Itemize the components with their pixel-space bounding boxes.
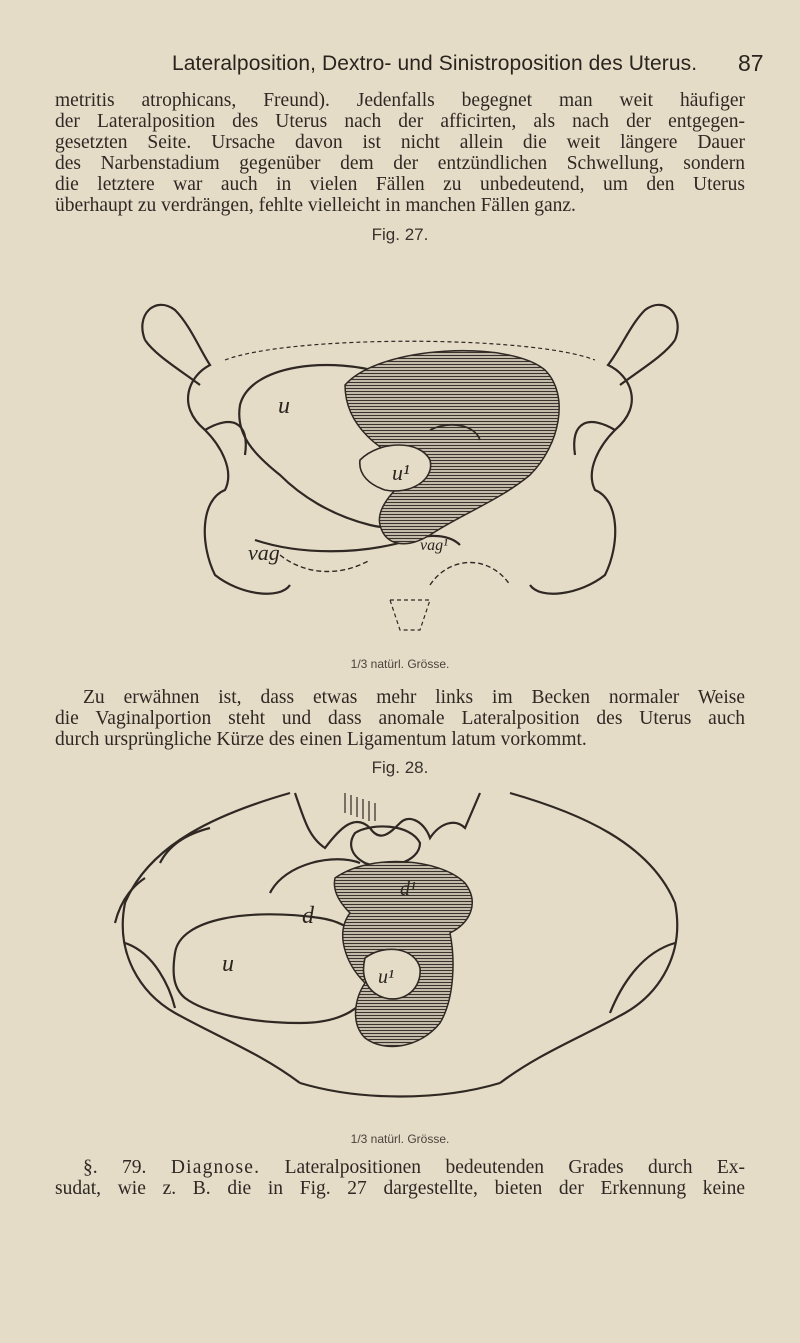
- sacral-promontory: [351, 826, 420, 866]
- paragraph-3: [55, 1157, 745, 1199]
- figure-27-label-u: u: [278, 393, 290, 419]
- left-pelvic-notch: [205, 422, 246, 455]
- paragraph-3-line-2: sudat, wie z. B. die in Fig. 27 dargestellte, bieten der Erkennung keine: [55, 1178, 745, 1199]
- paragraph-1-line: gesetzten Seite. Ursache davon ist nicht allein die weit längere Dauer: [55, 132, 745, 153]
- section-heading: Diagnose.: [170, 1157, 261, 1178]
- paragraph-3-text: Lateralpositionen bedeutenden Grades durch Ex-: [284, 1157, 746, 1178]
- page-number: 87: [738, 50, 764, 76]
- figure-28-label-u: u: [222, 951, 234, 977]
- figure-28-scale: 1/3 natürl. Grösse.: [350, 1132, 450, 1146]
- left-pelvic-wall: [125, 943, 175, 1008]
- figure-28-label-d1: d¹: [400, 878, 416, 900]
- figure-27: [130, 255, 690, 645]
- figure-28-label-d: d: [302, 903, 314, 929]
- dotted-shading: [345, 793, 375, 821]
- paragraph-1: [55, 90, 745, 216]
- left-ilium-outer: [123, 793, 300, 1083]
- sacrum-top: [295, 793, 480, 848]
- paragraph-2: [55, 687, 745, 750]
- right-pelvic-inner: [620, 340, 675, 385]
- running-header: [0, 52, 800, 82]
- figure-28: [110, 783, 690, 1103]
- pelvic-floor: [300, 1083, 500, 1097]
- right-ilium-outer: [500, 793, 677, 1083]
- sacrum-dashed: [430, 563, 510, 586]
- left-ilium-rim: [115, 878, 145, 923]
- paragraph-2-line: durch ursprüngliche Kürze des einen Ligamentum latum vorkommt.: [55, 729, 587, 750]
- figure-27-scale: 1/3 natürl. Grösse.: [350, 657, 450, 671]
- paragraph-1-line: metritis atrophicans, Freund). Jedenfalls begegnet man weit häufiger: [55, 90, 745, 111]
- figure-28-caption: Fig. 28.: [371, 758, 429, 777]
- paragraph-2-line: die Vaginalportion steht und dass anomale Lateralposition des Uterus auch: [55, 708, 745, 729]
- vagina-dashed: [280, 555, 370, 571]
- right-pelvic-wall: [610, 943, 675, 1013]
- right-pelvic-notch: [574, 422, 615, 455]
- right-pelvic-outline: [530, 305, 678, 594]
- paragraph-1-line: überhaupt zu verdrängen, fehlte vielleicht in manchen Fällen ganz.: [55, 195, 576, 216]
- left-ilium-crest: [160, 828, 210, 863]
- figure-27-label-u1: u¹: [392, 460, 410, 485]
- uterus-hatched: [345, 351, 559, 544]
- figure-27-label-vag: vag: [248, 540, 280, 565]
- paragraph-1-line: des Narbenstadium gegenüber dem der entzündlichen Schwellung, sondern: [55, 153, 745, 174]
- paragraph-1-line: die letztere war auch in vielen Fällen zu unbedeutend, um den Uterus: [55, 174, 745, 195]
- figure-27-caption: Fig. 27.: [371, 225, 429, 244]
- coccyx-dashed: [390, 600, 430, 630]
- figure-27-illustration: [130, 255, 690, 645]
- paragraph-3-line-1: [55, 1157, 745, 1178]
- paragraph-2-line: Zu erwähnen ist, dass etwas mehr links im Becken normaler Weise: [83, 687, 745, 708]
- figure-28-label-u1: u¹: [378, 966, 394, 988]
- figure-28-illustration: [110, 783, 690, 1103]
- paragraph-1-line: der Lateralposition des Uterus nach der afficirten, als nach der entgegen-: [55, 111, 745, 132]
- left-pelvic-inner: [145, 340, 200, 385]
- figure-27-label-vag1: vag¹: [420, 537, 448, 554]
- header-title: Lateralposition, Dextro- und Sinistroposition des Uterus.: [172, 52, 698, 75]
- section-number: §. 79.: [83, 1157, 147, 1178]
